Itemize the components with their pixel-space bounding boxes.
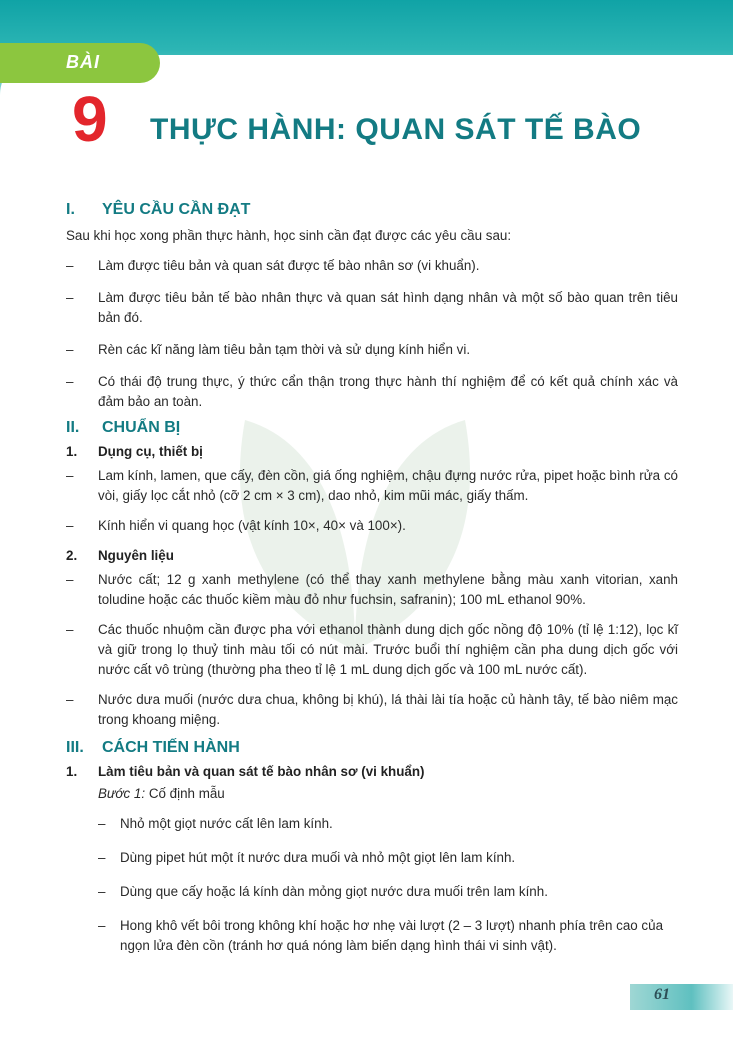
subheading-title: Nguyên liệu xyxy=(98,548,174,563)
list-item xyxy=(66,620,678,680)
subheading-materials xyxy=(66,546,678,566)
dash: – xyxy=(66,468,74,483)
paragraph: Sau khi học xong phần thực hành, học sinh cần đạt được các yêu cầu sau: xyxy=(66,228,512,243)
section-roman: I. xyxy=(66,201,75,218)
lesson-number: 9 xyxy=(72,83,108,155)
dash: – xyxy=(66,518,74,533)
dash: – xyxy=(66,342,74,357)
list-item xyxy=(66,690,678,730)
list-item xyxy=(66,288,678,328)
list-item-text: Hong khô vết bôi trong không khí hoặc hơ nhẹ vài lượt (2 – 3 lượt) nhanh phía trên cao của ngọn lửa đèn cồn (tránh hơ quá nóng làm biến dạng hình thái vi sinh vật). xyxy=(120,918,664,953)
section-heading-requirements xyxy=(66,198,678,220)
subheading-number: 2. xyxy=(66,548,78,563)
list-item xyxy=(66,516,678,536)
list-item-text: Các thuốc nhuộm cần được pha với ethanol thành dung dịch gốc nồng độ 10% (tỉ lệ 1:12), lọc kĩ và giữ trong lọ thuỷ tinh màu tối có nút mài. Trước buổi thí nghiệm cần pha dung dịch gốc với nước cất vô trùng (thường pha theo tỉ lệ 1 mL dung dịch gốc và 100 mL nước cất). xyxy=(98,622,678,677)
dash: – xyxy=(66,572,74,587)
list-item-text: Rèn các kĩ năng làm tiêu bản tạm thời và sử dụng kính hiển vi. xyxy=(98,342,471,357)
list-item xyxy=(98,882,678,902)
list-item-text: Lam kính, lamen, que cấy, đèn cồn, giá ống nghiệm, chậu đựng nước rửa, pipet hoặc bình rửa có vòi, giấy lọc cắt nhỏ (cỡ 2 cm × 3 cm), dao nhỏ, kim mũi mác, giấy thấm. xyxy=(98,468,678,503)
dash: – xyxy=(66,374,74,389)
list-item xyxy=(98,814,678,834)
subheading-number: 1. xyxy=(66,764,78,779)
list-item-text: Kính hiển vi quang học (vật kính 10×, 40× và 100×). xyxy=(98,518,406,533)
dash: – xyxy=(66,290,74,305)
subheading-prokaryote xyxy=(66,762,678,782)
list-item-text: Nước cất; 12 g xanh methylene (có thể thay xanh methylene bằng màu xanh vitorian, xanh toludine hoặc các thuốc kiềm màu đỏ như fuchsin, safranin); 100 mL ethanol 90%. xyxy=(98,572,678,607)
section-title: CHUẨN BỊ xyxy=(102,419,181,436)
dash: – xyxy=(66,258,74,273)
dash: – xyxy=(98,850,106,865)
dash: – xyxy=(66,692,74,707)
dash: – xyxy=(66,622,74,637)
list-item xyxy=(66,570,678,610)
list-item-text: Dùng pipet hút một ít nước dưa muối và nhỏ một giọt lên lam kính. xyxy=(120,850,516,865)
step-text: Cố định mẫu xyxy=(145,786,225,801)
dash: – xyxy=(98,816,106,831)
section-heading-procedure xyxy=(66,736,678,758)
section-roman: II. xyxy=(66,419,80,436)
page-title: THỰC HÀNH: QUAN SÁT TẾ BÀO xyxy=(150,113,642,146)
section-roman: III. xyxy=(66,739,84,756)
list-item xyxy=(66,466,678,506)
list-item xyxy=(66,340,678,360)
subheading-number: 1. xyxy=(66,444,78,459)
list-item xyxy=(98,916,678,956)
content-area xyxy=(66,198,678,956)
list-item xyxy=(98,848,678,868)
subheading-title: Dụng cụ, thiết bị xyxy=(98,444,203,459)
page-number: 61 xyxy=(654,986,670,1003)
section-title: CÁCH TIẾN HÀNH xyxy=(102,739,240,756)
subheading-equipment xyxy=(66,442,678,462)
section-heading-preparation xyxy=(66,416,678,438)
list-item-text: Nước dưa muối (nước dưa chua, không bị khú), lá thài lài tía hoặc củ hành tây, tế bào niêm mạc trong khoang miệng. xyxy=(98,692,678,727)
subheading-title: Làm tiêu bản và quan sát tế bào nhân sơ (vi khuẩn) xyxy=(98,764,425,779)
list-item xyxy=(66,256,678,276)
lesson-word: BÀI xyxy=(66,52,100,72)
dash: – xyxy=(98,884,106,899)
list-item-text: Dùng que cấy hoặc lá kính dàn mỏng giọt nước dưa muối trên lam kính. xyxy=(120,884,548,899)
step-line xyxy=(98,784,678,804)
list-item-text: Làm được tiêu bản tế bào nhân thực và quan sát hình dạng nhân và một số bào quan trên tiêu bản đó. xyxy=(98,290,678,325)
section-title: YÊU CẦU CẦN ĐẠT xyxy=(102,201,251,218)
footer-bar xyxy=(630,984,733,1010)
list-item xyxy=(66,372,678,412)
step-label: Bước 1: xyxy=(98,786,146,801)
dash: – xyxy=(98,918,106,933)
list-item-text: Làm được tiêu bản và quan sát được tế bào nhân sơ (vi khuẩn). xyxy=(98,258,480,273)
list-item-text: Có thái độ trung thực, ý thức cẩn thận trong thực hành thí nghiệm để có kết quả chính xác và đảm bảo an toàn. xyxy=(98,374,678,409)
list-item-text: Nhỏ một giọt nước cất lên lam kính. xyxy=(120,816,333,831)
